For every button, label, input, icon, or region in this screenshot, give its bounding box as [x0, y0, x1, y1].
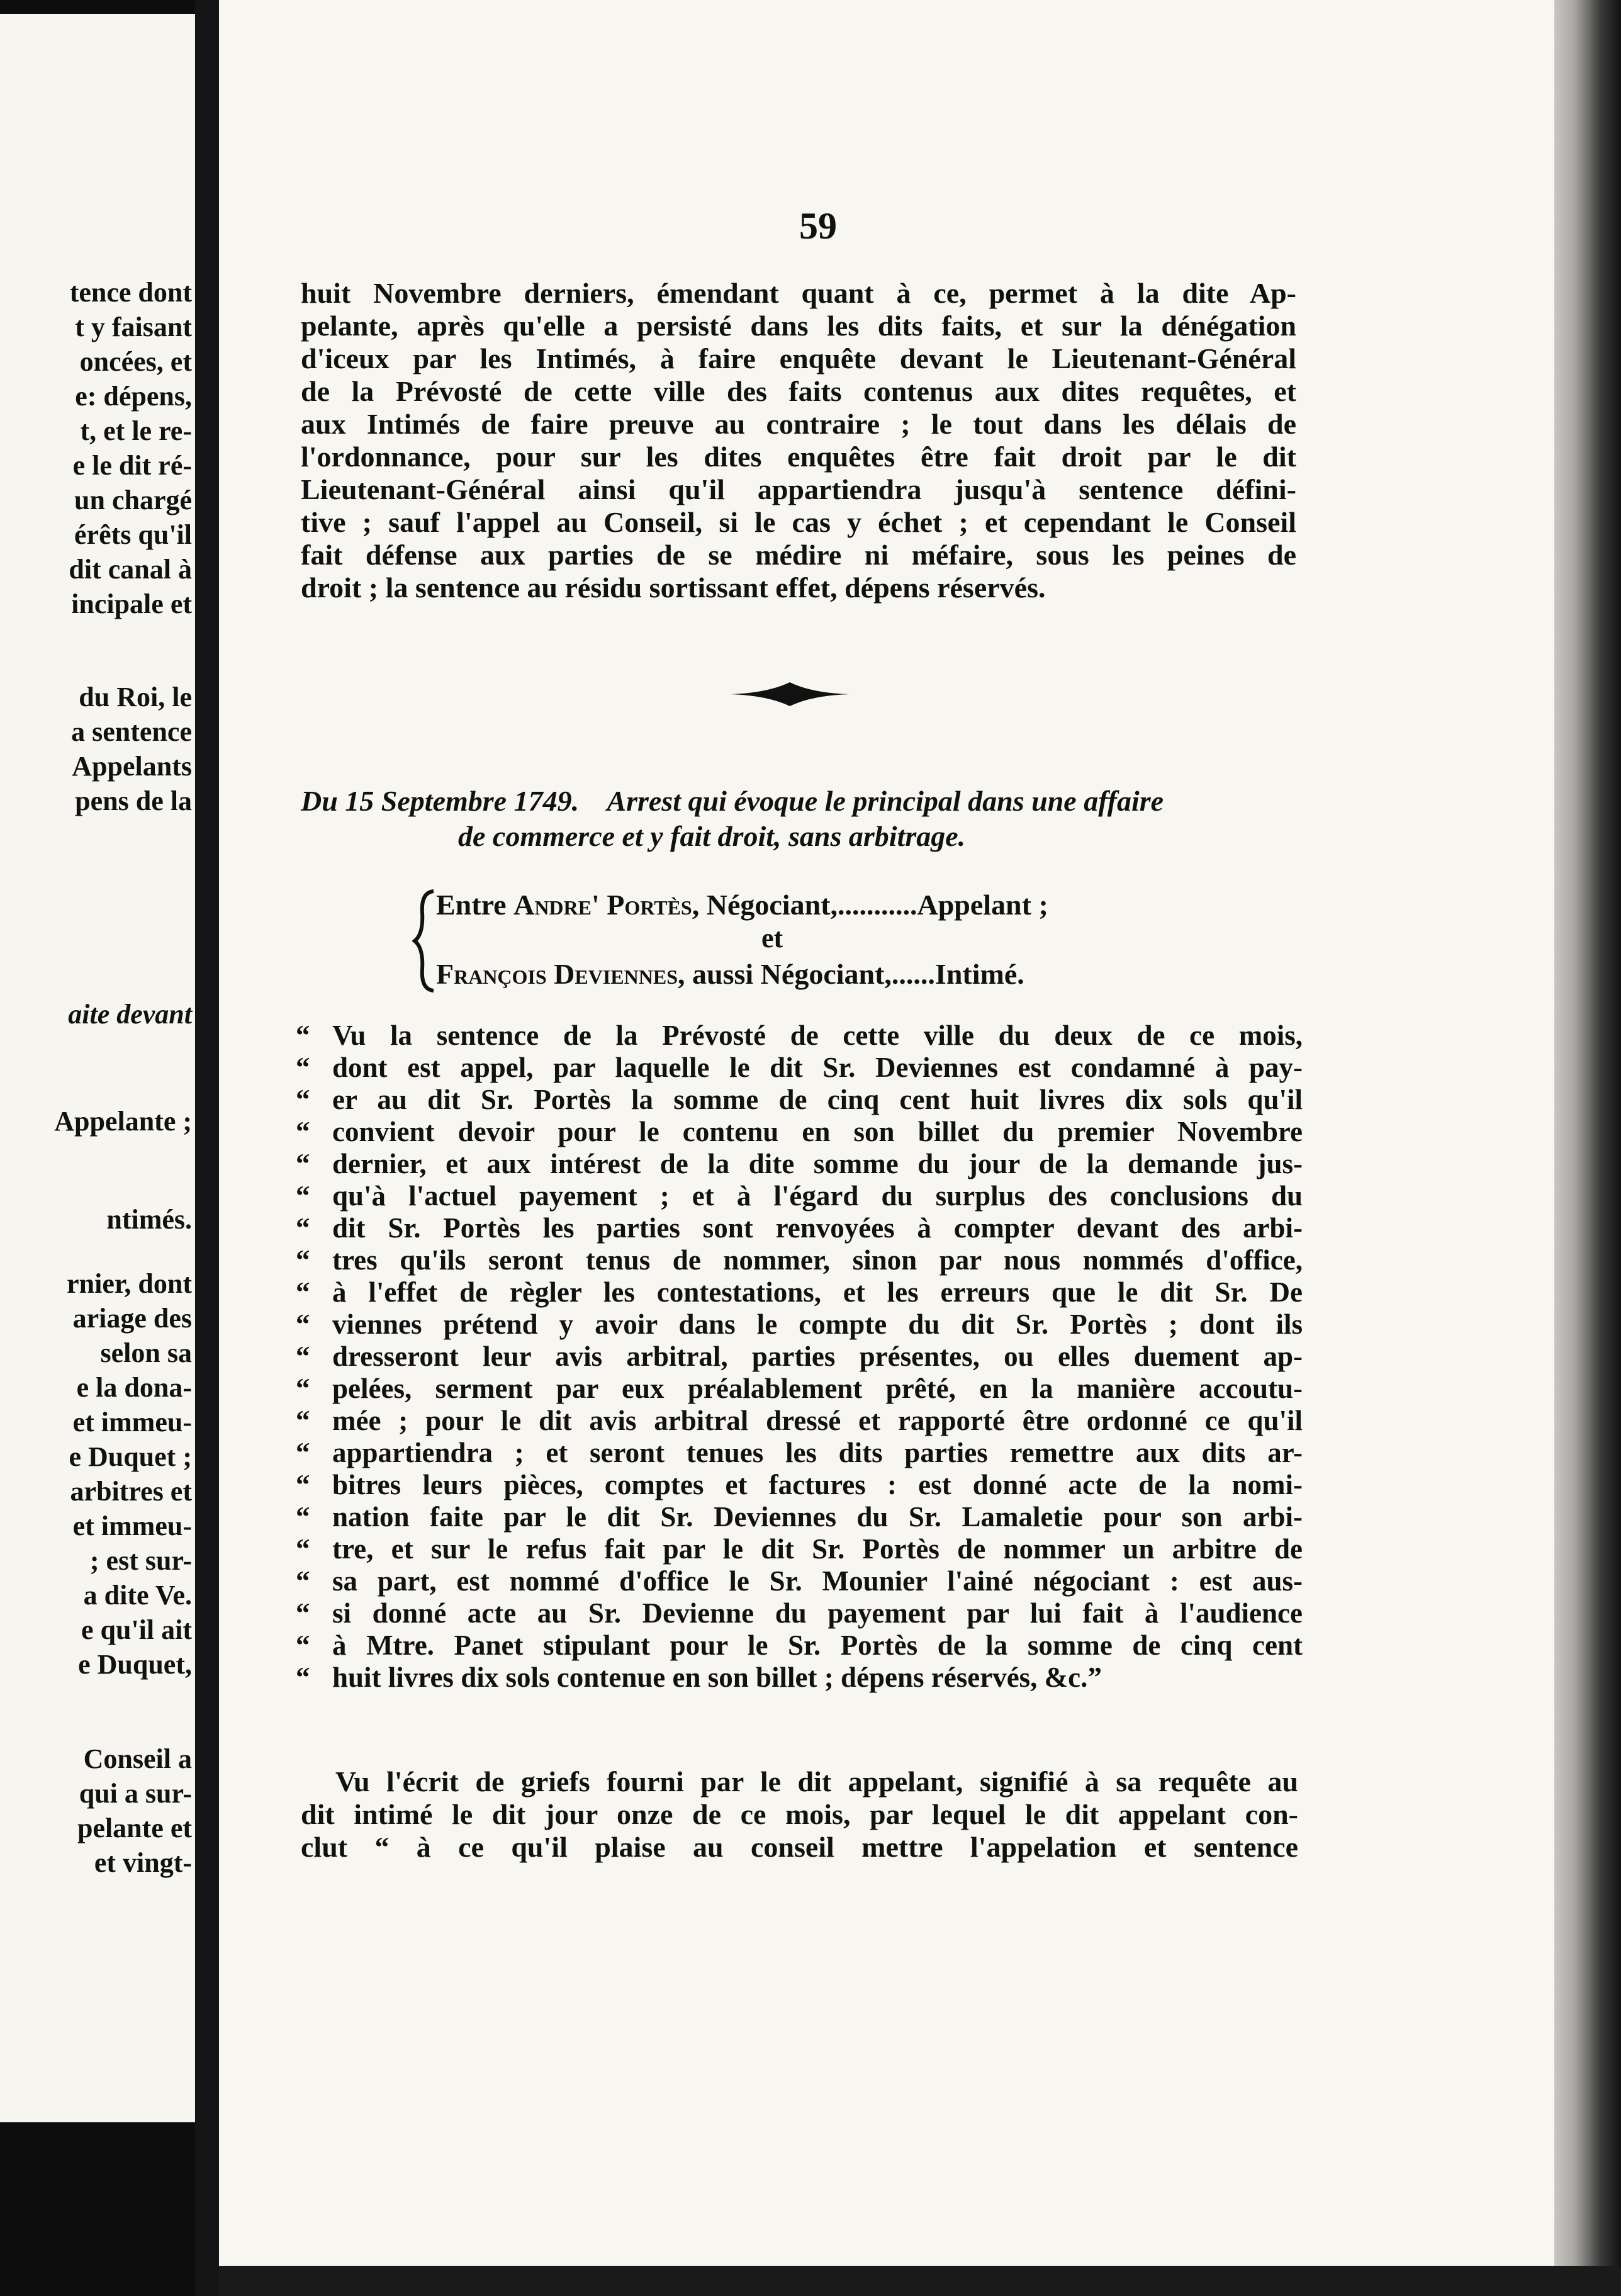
- quote-text: appartiendra ; et seront tenues les dits parties remettre aux dits ar-: [332, 1437, 1303, 1468]
- left-fragment-block-4: [0, 1104, 198, 1139]
- fragment-line: et immeu-: [72, 1511, 192, 1541]
- fragment-line: e Duquet,: [78, 1649, 192, 1680]
- quote-text: nation faite par le dit Sr. Deviennes du Sr. Lamaletie pour son arbi-: [332, 1501, 1303, 1533]
- quote-text: pelées, serment par eux préalablement prêté, en la manière accoutu-: [332, 1373, 1303, 1404]
- fragment-line: selon sa: [100, 1337, 192, 1368]
- quote-line: [296, 1629, 1303, 1662]
- text-line: clut “ à ce qu'il plaise au conseil mettre l'appelation et sentence: [301, 1831, 1298, 1863]
- respondent-name: François Deviennes: [436, 958, 678, 990]
- quote-mark: “: [296, 1629, 310, 1661]
- fragment-line: oncées, et: [79, 346, 192, 377]
- section-title-text: Arrest qui évoque le principal dans une affaire: [607, 785, 1164, 817]
- quote-line: [296, 1276, 1303, 1308]
- quote-text: à Mtre. Panet stipulant pour le Sr. Portès de la somme de cinq cent: [332, 1629, 1303, 1661]
- section-title-line-1: [301, 784, 1308, 819]
- quote-mark: “: [296, 1308, 310, 1340]
- quote-line: [296, 1501, 1303, 1533]
- fragment-line: Conseil a: [83, 1743, 192, 1774]
- left-fragment-block-6: [0, 1266, 198, 1682]
- quote-mark: “: [296, 1212, 310, 1244]
- quote-mark: “: [296, 1501, 310, 1533]
- left-brace-icon: [412, 887, 437, 994]
- fragment-line: ; est sur-: [89, 1545, 192, 1576]
- fragment-line: pens de la: [75, 785, 192, 816]
- quote-mark: “: [296, 1405, 310, 1436]
- fragment-line: arbitres et: [70, 1476, 192, 1507]
- quote-line: [296, 1405, 1303, 1437]
- quote-mark: “: [296, 1533, 310, 1565]
- fragment-line: t y faisant: [75, 312, 192, 342]
- quote-text: si donné acte au Sr. Devienne du payement par lui fait à l'audience: [332, 1597, 1303, 1629]
- quote-line: [296, 1533, 1303, 1565]
- section-heading: [301, 784, 1308, 854]
- quote-text: sa part, est nommé d'office le Sr. Mounier l'ainé négociant : est aus-: [332, 1565, 1303, 1597]
- quote-mark: “: [296, 1244, 310, 1276]
- text-line: de la Prévosté de cette ville des faits contenus aux dites requêtes, et: [301, 375, 1296, 407]
- quote-text: tre, et sur le refus fait par le dit Sr. Portès de nommer un arbitre de: [332, 1533, 1303, 1565]
- quote-line: [296, 1052, 1303, 1084]
- quote-text: bitres leurs pièces, comptes et factures : est donné acte de la nomi-: [332, 1469, 1303, 1500]
- left-fragment-block-2: [0, 680, 198, 818]
- text-line: Lieutenant-Général ainsi qu'il appartiendra jusqu'à sentence défini-: [301, 473, 1296, 505]
- quote-mark: “: [296, 1597, 310, 1629]
- quote-text: dresseront leur avis arbitral, parties présentes, ou elles duement ap-: [332, 1341, 1303, 1372]
- appellant-name: Andre' Portès: [513, 889, 692, 921]
- quote-mark: “: [296, 1565, 310, 1597]
- quote-line: [296, 1373, 1303, 1405]
- opening-paragraph: [301, 277, 1296, 604]
- quote-text: tres qu'ils seront tenus de nommer, sinon par nous nommés d'office,: [332, 1244, 1303, 1276]
- quote-mark: “: [296, 1020, 310, 1051]
- fragment-line: Appelante ;: [54, 1106, 192, 1137]
- diamond-ornament-icon: [730, 681, 850, 707]
- fragment-line: érêts qu'il: [74, 519, 192, 550]
- quote-mark: “: [296, 1148, 310, 1179]
- quote-line: [296, 1020, 1303, 1052]
- quote-text: à l'effet de règler les contestations, et les erreurs que le dit Sr. De: [332, 1276, 1303, 1308]
- text-line: dit intimé le dit jour onze de ce mois, par lequel le dit appelant con-: [301, 1798, 1298, 1830]
- quote-text: dernier, et aux intérest de la dite somme du jour de la demande jus-: [332, 1148, 1303, 1179]
- quote-text: huit livres dix sols contenue en son billet ; dépens réservés, &c.”: [332, 1662, 1102, 1693]
- text-line: huit Novembre derniers, émendant quant à ce, permet à la dite Ap-: [301, 277, 1296, 309]
- fragment-line: dit canal à: [69, 554, 192, 585]
- left-fragment-block-1: [0, 275, 198, 621]
- text-line: droit ; la sentence au résidu sortissant effet, dépens réservés.: [301, 571, 1046, 604]
- respondent-role: , aussi Négociant,......Intimé.: [678, 958, 1024, 990]
- quote-line: [296, 1084, 1303, 1116]
- quote-text: qu'à l'actuel payement ; et à l'égard du surplus des conclusions du: [332, 1180, 1303, 1212]
- fragment-line: ntimés.: [106, 1204, 192, 1235]
- respondent-line: [436, 957, 1024, 992]
- quote-mark: “: [296, 1373, 310, 1404]
- fragment-line: qui a sur-: [79, 1778, 192, 1809]
- quote-line: [296, 1469, 1303, 1501]
- appellant-line: [436, 887, 1048, 923]
- fragment-line: ariage des: [72, 1303, 192, 1334]
- text-line: aux Intimés de faire preuve au contraire ; le tout dans les délais de: [301, 408, 1296, 440]
- fragment-line: Appelants: [72, 751, 192, 782]
- quote-mark: “: [296, 1084, 310, 1115]
- fragment-line: e le dit ré-: [72, 450, 192, 481]
- left-fragment-block-7: [0, 1742, 198, 1880]
- page-edge-bottom: [219, 2266, 1621, 2296]
- fragment-line: et vingt-: [94, 1847, 192, 1878]
- fragment-line: du Roi, le: [79, 682, 192, 712]
- quote-line: [296, 1116, 1303, 1148]
- quote-text: dont est appel, par laquelle le dit Sr. Deviennes est condamné à pay-: [332, 1052, 1303, 1083]
- closing-paragraph: [301, 1765, 1298, 1864]
- quote-mark: “: [296, 1052, 310, 1083]
- section-title-line-2: de commerce et y fait droit, sans arbitrage.: [458, 820, 966, 852]
- quote-mark: “: [296, 1341, 310, 1372]
- text-line: fait défense aux parties de se médire ni méfaire, sous les peines de: [301, 539, 1296, 571]
- fragment-line: e Duquet ;: [69, 1441, 192, 1472]
- quote-line: [296, 1341, 1303, 1373]
- left-page-fragment: [0, 14, 198, 2122]
- quote-text: convient devoir pour le contenu en son billet du premier Novembre: [332, 1116, 1303, 1147]
- quoted-judgment: [296, 1020, 1303, 1694]
- page-number: 59: [799, 205, 837, 247]
- fragment-line: rnier, dont: [67, 1268, 192, 1299]
- quote-text: viennes prétend y avoir dans le compte du dit Sr. Portès ; dont ils: [332, 1308, 1303, 1340]
- fragment-line: a dite Ve.: [83, 1580, 192, 1611]
- quote-line: [296, 1662, 1303, 1694]
- text-line: l'ordonnance, pour sur les dites enquêtes être fait droit par le dit: [301, 441, 1296, 473]
- fragment-line: e qu'il ait: [81, 1614, 192, 1645]
- fragment-line: e: dépens,: [75, 381, 192, 412]
- parties-block: [412, 887, 1306, 994]
- quote-mark: “: [296, 1662, 310, 1693]
- quote-line: [296, 1212, 1303, 1244]
- fragment-line: pelante et: [77, 1813, 192, 1843]
- quote-line: [296, 1148, 1303, 1180]
- fragment-line: e la dona-: [76, 1372, 192, 1403]
- quote-line: [296, 1437, 1303, 1469]
- text-line: tive ; sauf l'appel au Conseil, si le cas y échet ; et cependant le Conseil: [301, 506, 1296, 538]
- quote-mark: “: [296, 1180, 310, 1212]
- quote-line: [296, 1244, 1303, 1276]
- quote-text: er au dit Sr. Portès la somme de cinq cent huit livres dix sols qu'il: [332, 1084, 1303, 1115]
- page-edge-right: [1554, 0, 1621, 2296]
- quote-line: [296, 1308, 1303, 1341]
- quote-line: [296, 1597, 1303, 1629]
- quote-mark: “: [296, 1276, 310, 1308]
- quote-mark: “: [296, 1469, 310, 1500]
- fragment-line: et immeu-: [72, 1407, 192, 1438]
- parties-connector: et: [761, 923, 783, 954]
- quote-mark: “: [296, 1437, 310, 1468]
- fragment-line: aite devant: [68, 999, 192, 1030]
- quote-text: dit Sr. Portès les parties sont renvoyées à compter devant des arbi-: [332, 1212, 1303, 1244]
- quote-text: Vu la sentence de la Prévosté de cette ville du deux de ce mois,: [332, 1020, 1303, 1051]
- fragment-line: tence dont: [69, 277, 192, 308]
- appellant-role: , Négociant,...........Appelant ;: [692, 889, 1048, 921]
- fragment-line: un chargé: [74, 485, 192, 515]
- quote-line: [296, 1565, 1303, 1597]
- fragment-line: t, et le re-: [80, 415, 192, 446]
- fragment-line: a sentence: [71, 716, 192, 747]
- left-fragment-block-3: [0, 997, 198, 1032]
- quote-line: [296, 1180, 1303, 1212]
- quote-mark: “: [296, 1116, 310, 1147]
- party-prefix: Entre: [436, 889, 514, 921]
- section-date: Du 15 Septembre 1749.: [301, 785, 580, 817]
- text-line: Vu l'écrit de griefs fourni par le dit appelant, signifié à sa requête au: [335, 1765, 1298, 1798]
- left-fragment-block-5: [0, 1202, 198, 1237]
- quote-text: mée ; pour le dit avis arbitral dressé et rapporté être ordonné ce qu'il: [332, 1405, 1303, 1436]
- fragment-line: incipale et: [71, 588, 192, 619]
- text-line: d'iceux par les Intimés, à faire enquête devant le Lieutenant-Général: [301, 342, 1296, 374]
- text-line: pelante, après qu'elle a persisté dans les dits faits, et sur la dénégation: [301, 310, 1296, 342]
